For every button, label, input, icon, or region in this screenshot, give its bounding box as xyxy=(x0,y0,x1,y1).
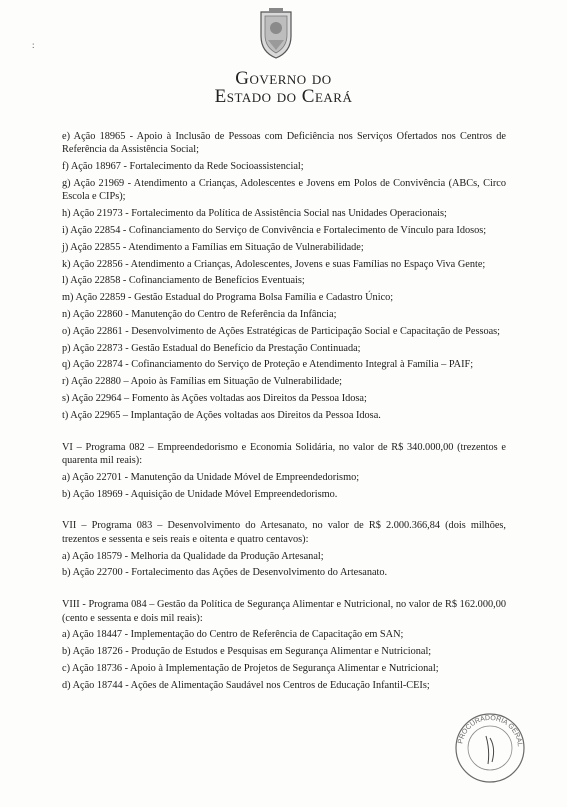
list-item: r) Ação 22880 – Apoio às Famílias em Situação de Vulnerabilidade; xyxy=(62,376,343,388)
section-vii-heading: VII – Programa 083 – Desenvolvimento do Artesanato, no valor de R$ 2.000.366,84 (dois milhões, trezentos e sessenta e seis reais e oitenta e quatro centavos): xyxy=(62,520,506,545)
list-item: c) Ação 18736 - Apoio à Implementação de Projetos de Segurança Alimentar e Nutricional; xyxy=(62,662,439,674)
svg-text:PROCURADORIA GERAL xyxy=(457,715,523,747)
section-viii-heading: VIII - Programa 084 – Gestão da Política de Segurança Alimentar e Nutricional, no valor de R$ 162.000,00 (cento e sessenta e dois mil reais): xyxy=(62,599,506,624)
list-item: a) Ação 18447 - Implementação do Centro de Referência de Capacitação em SAN; xyxy=(62,629,404,641)
list-item: g) Ação 21969 - Atendimento a Crianças, Adolescentes e Jovens em Polos de Convivência (ABCs, Circo Escola e CIPs); xyxy=(62,178,506,203)
list-item: t) Ação 22965 – Implantação de Ações voltadas aos Direitos da Pessoa Idosa. xyxy=(62,409,381,421)
list-item: b) Ação 18969 - Aquisição de Unidade Móvel Empreendedorismo. xyxy=(62,488,338,500)
list-item: b) Ação 18726 - Produção de Estudos e Pesquisas em Segurança Alimentar e Nutricional; xyxy=(62,646,432,658)
header-government-line: Governo do xyxy=(235,68,332,89)
section-vi-heading: VI – Programa 082 – Empreendedorismo e Economia Solidária, no valor de R$ 340.000,00 (trezentos e quarenta mil reais): xyxy=(62,441,506,466)
list-item: a) Ação 22701 - Manutenção da Unidade Móvel de Empreendedorismo; xyxy=(62,471,360,483)
stamp-text: PROCURADORIA GERAL xyxy=(457,714,524,748)
document-body xyxy=(62,130,506,696)
list-item: m) Ação 22859 - Gestão Estadual do Programa Bolsa Família e Cadastro Único; xyxy=(62,292,394,304)
list-item: s) Ação 22964 – Fomento às Ações voltadas aos Direitos da Pessoa Idosa; xyxy=(62,392,367,404)
list-item: a) Ação 18579 - Melhoria da Qualidade da Produção Artesanal; xyxy=(62,550,324,562)
list-item: q) Ação 22874 - Cofinanciamento do Serviço de Proteção e Atendimento Integral à Família – PAIF; xyxy=(62,359,474,371)
list-item: b) Ação 22700 - Fortalecimento das Ações de Desenvolvimento do Artesanato. xyxy=(62,567,388,579)
list-item: f) Ação 18967 - Fortalecimento da Rede Socioassistencial; xyxy=(62,161,304,173)
list-item: d) Ação 18744 - Ações de Alimentação Saudável nos Centros de Educação Infantil-CEIs; xyxy=(62,679,430,691)
list-item: l) Ação 22858 - Cofinanciamento de Benefícios Eventuais; xyxy=(62,275,305,287)
list-item: e) Ação 18965 - Apoio à Inclusão de Pessoas com Deficiência nos Serviços Ofertados nos Centros de Referência da Assistência Social; xyxy=(62,131,506,156)
list-item: p) Ação 22873 - Gestão Estadual do Benefício da Prestação Continuada; xyxy=(62,342,361,354)
list-item: i) Ação 22854 - Cofinanciamento do Serviço de Convivência e Fortalecimento de Vínculo para Idosos; xyxy=(62,225,487,236)
list-item: o) Ação 22861 - Desenvolvimento de Ações Estratégicas de Participação Social e Capacitação de Pessoas; xyxy=(62,325,501,337)
header-state-line: Estado do Ceará xyxy=(214,86,353,107)
list-item: n) Ação 22860 - Manutenção do Centro de Referência da Infância; xyxy=(62,308,337,320)
procuradoria-stamp-icon xyxy=(452,710,528,786)
list-item: h) Ação 21973 - Fortalecimento da Política de Assistência Social nas Unidades Operacionais; xyxy=(62,208,447,220)
list-item: j) Ação 22855 - Atendimento a Famílias em Situação de Vulnerabilidade; xyxy=(62,241,364,253)
list-item: k) Ação 22856 - Atendimento a Crianças, Adolescentes, Jovens e suas Famílias no Espaço Viva Gente; xyxy=(62,258,486,270)
scan-mark: : xyxy=(32,40,35,50)
state-coat-of-arms-icon xyxy=(257,6,295,60)
